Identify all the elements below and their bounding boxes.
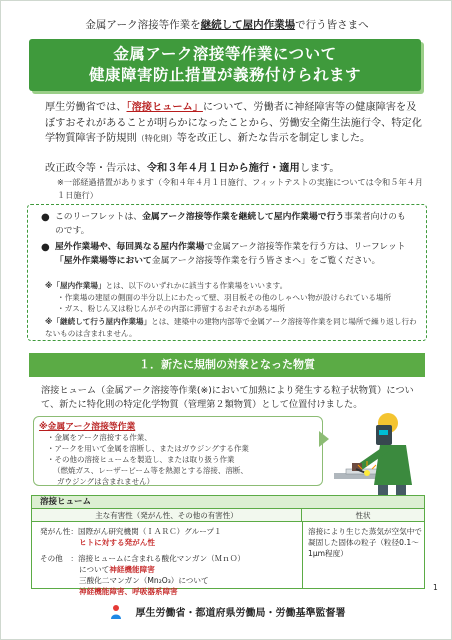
note-heading: ※「屋内作業場」 xyxy=(45,281,106,290)
lead-paragraph xyxy=(45,100,425,147)
enforcement-text: 改正政令等・告示は、 xyxy=(45,163,147,174)
bullet-text: 金属アーク溶接等作業を行う皆さまへ」をご覧ください。 xyxy=(151,255,381,266)
table-header-property: 性状 xyxy=(302,509,424,522)
callout-items xyxy=(47,432,317,487)
note-text: とは、以下のいずれかに該当する作業場をいいます。 xyxy=(105,281,288,290)
enforcement-line xyxy=(45,161,425,176)
hazard-text: 三酸化二マンガン（Mn₂O₃）について xyxy=(79,576,209,585)
lead-text: 等を改正し、新たな告示を制定しました。 xyxy=(176,133,371,144)
callout-item: ガウジングは含まれません） xyxy=(57,477,155,486)
footer-issuers: 厚生労働省・都道府県労働局・労働基準監督署 xyxy=(135,608,346,619)
callout-item: （燃焼ガス、レーザービーム等を熱源とする溶接、溶断、 xyxy=(53,466,248,475)
bullet-item xyxy=(41,241,411,268)
hazard-highlight: 神経機能障害、呼吸器系障害 xyxy=(79,587,178,596)
page-number: 1 xyxy=(433,583,438,592)
section-paragraph: 溶接ヒューム（金属アーク溶接等作業(※)において加熱により発生する粒子状物質）について、新たに特化則の特定化学物質（管理第２類物質）として位置付けました。 xyxy=(41,385,414,410)
welder-illustration-icon xyxy=(326,411,426,497)
lead-text: 厚生労働省では、 xyxy=(45,102,127,113)
target-audience-line xyxy=(1,17,452,32)
bullet-emphasis: 屋外作業場や、毎回異なる屋内作業場 xyxy=(55,242,205,252)
note-heading: ※「継続して行う屋内作業場」 xyxy=(45,317,152,326)
title-line-1: 金属アーク溶接等作業について xyxy=(113,45,337,63)
subtitle-emphasis: 継続して屋内作業場 xyxy=(200,19,296,31)
callout-item: ・金属をアーク溶接する作業、 xyxy=(47,433,152,442)
bullet-text: 事業者向けのものです。 xyxy=(55,212,406,236)
lead-keyword: 「溶接ヒューム」 xyxy=(126,102,203,113)
note-text: とは、建築中の建物内部等で金属アーク溶接等作業を同じ場所で繰り返し行わないものは含まれません。 xyxy=(45,317,417,338)
bullet-text: で金属アーク溶接等作業を行う方は、リーフレット xyxy=(204,242,406,252)
table-divider xyxy=(302,522,303,588)
hazard-text: について xyxy=(79,565,110,574)
footer xyxy=(1,601,452,625)
indoor-definition-note xyxy=(45,280,417,315)
note-text: ・ガス、粉じん又は粉じんがその内部に滞留するおそれがある場所 xyxy=(57,304,286,313)
enforcement-text: します。 xyxy=(299,163,340,174)
note-text: ・作業場の建屋の側面の半分以上にわたって壁、羽目板その他のしゃへい物が設けられている場所 xyxy=(57,292,392,302)
hazard-cell xyxy=(40,526,300,597)
hazard-highlight: 神経機能障害 xyxy=(109,565,155,574)
title-line-2: 健康障害防止措置が義務付けられます xyxy=(88,66,361,84)
subtitle-part: 金属アーク溶接等作業を xyxy=(85,19,201,31)
bullet-emphasis: 金属アーク溶接等作業を継続して屋内作業場で行う xyxy=(142,212,345,222)
property-cell: 溶接により生じた蒸気が空気中で凝固した固体の粒子（粒径0.1～1μm程度） xyxy=(308,527,422,558)
bullet-dot-icon: ● xyxy=(41,242,50,253)
hazard-highlight: ヒトに対する発がん性 xyxy=(79,538,155,547)
continuous-definition-note xyxy=(45,316,417,339)
callout-item: ・アークを用いて金属を溶断し、またはガウジングする作業 xyxy=(47,444,249,453)
bullet-item xyxy=(41,211,411,238)
section-heading: １．新たに規制の対象となった物質 xyxy=(29,353,425,377)
bullet-text: このリーフレットは、 xyxy=(55,212,143,222)
hazard-table xyxy=(31,509,425,596)
bullet-dot-icon: ● xyxy=(41,212,50,223)
hazard-table-title: 溶接ヒューム xyxy=(31,495,425,509)
hazard-text: その他 ：溶接ヒュームに含まれる酸化マンガン（ＭｎＯ） xyxy=(40,554,246,563)
callout-title: ※金属アーク溶接等作業 xyxy=(39,422,136,432)
leaflet-reference: 「屋外作業場等において xyxy=(55,255,152,266)
hazard-text: 発がん性：国際がん研究機関（ＩＡＲＣ）グループ１ xyxy=(40,527,222,536)
enforcement-date: 令和３年４月１日から施行・適用 xyxy=(146,163,300,174)
callout-item: ・その他の溶接ヒュームを製造し、または取り扱う作業 xyxy=(47,455,235,464)
transition-note: ※一部経過措置があります（令和４年４月１日施行、フィットテストの実施については令和５年４月１日施行） xyxy=(57,177,423,200)
table-header-hazard: 主な有害性（発がん性、その他の有害性） xyxy=(32,509,302,522)
lead-abbrev: （特化則） xyxy=(136,134,177,143)
subtitle-part: で行う皆さまへ xyxy=(295,19,369,31)
title-banner xyxy=(29,39,421,91)
lead-text: について、労働者に神経障害等の健康障害を及ぼすおそれがあることが明らかになったことから、労働安全衛生法施行令、特定化学物質障害予防規則 xyxy=(45,102,422,144)
ministry-logo-icon xyxy=(108,604,124,620)
